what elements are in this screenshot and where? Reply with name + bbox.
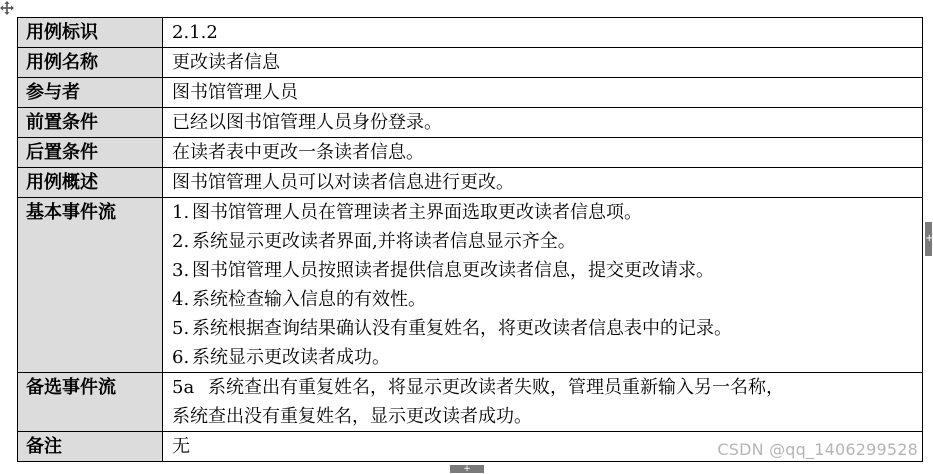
- table-row: [18, 168, 923, 198]
- table-row: [18, 48, 923, 78]
- alt-flow-row: [18, 373, 923, 432]
- basic-flow-label: 基本事件流: [18, 198, 163, 373]
- flow-step: [172, 256, 916, 285]
- table-row: [18, 108, 923, 138]
- row-value: 在读者表中更改一条读者信息。: [163, 138, 923, 168]
- row-label: 后置条件: [18, 138, 163, 168]
- table-row: [18, 78, 923, 108]
- flow-step: [172, 343, 916, 372]
- step-number: 3.: [172, 260, 190, 281]
- step-text: 图书馆管理人员按照读者提供信息更改读者信息，提交更改请求。: [192, 260, 714, 281]
- step-number: 6.: [172, 347, 190, 368]
- row-value: 图书馆管理人员: [163, 78, 923, 108]
- use-case-table: [17, 17, 923, 462]
- step-number: 4.: [172, 289, 190, 310]
- row-value: 更改读者信息: [163, 48, 923, 78]
- flow-step: [172, 227, 916, 256]
- table-move-handle-icon[interactable]: [0, 0, 16, 16]
- remark-value: 无: [163, 432, 923, 462]
- table-row: [18, 18, 923, 48]
- column-resize-handle[interactable]: +: [925, 222, 932, 256]
- basic-flow-row: [18, 198, 923, 373]
- alt-flow-content: [163, 373, 923, 432]
- step-text: 图书馆管理人员在管理读者主界面选取更改读者信息项。: [192, 202, 642, 223]
- flow-step: [172, 314, 916, 343]
- row-label: 前置条件: [18, 108, 163, 138]
- flow-step: [172, 198, 916, 227]
- table-row: [18, 138, 923, 168]
- alt-flow-line: [172, 373, 916, 402]
- flow-step: [172, 285, 916, 314]
- step-text: 系统显示更改读者成功。: [192, 347, 390, 368]
- row-insert-handle[interactable]: +: [450, 465, 484, 473]
- watermark: CSDN @qq_1406299528: [717, 440, 918, 459]
- row-value: 图书馆管理人员可以对读者信息进行更改。: [163, 168, 923, 198]
- step-text: 系统检查输入信息的有效性。: [192, 289, 426, 310]
- row-value: 已经以图书馆管理人员身份登录。: [163, 108, 923, 138]
- step-number: 1.: [172, 202, 190, 223]
- alt-flow-text: 系统查出有重复姓名，将显示更改读者失败，管理员重新输入另一名称，: [208, 377, 784, 398]
- remark-label: 备注: [18, 432, 163, 462]
- alt-flow-code: 5a: [172, 377, 195, 398]
- alt-flow-line: 系统查出没有重复姓名，显示更改读者成功。: [172, 406, 532, 427]
- step-text: 系统根据查询结果确认没有重复姓名，将更改读者信息表中的记录。: [192, 318, 732, 339]
- step-number: 5.: [172, 318, 190, 339]
- row-label: 用例名称: [18, 48, 163, 78]
- row-label: 参与者: [18, 78, 163, 108]
- basic-flow-steps: [163, 198, 923, 373]
- row-label: 用例标识: [18, 18, 163, 48]
- alt-flow-label: 备选事件流: [18, 373, 163, 432]
- row-value: 2.1.2: [163, 18, 923, 48]
- row-label: 用例概述: [18, 168, 163, 198]
- step-number: 2.: [172, 231, 190, 252]
- step-text: 系统显示更改读者界面,并将读者信息显示齐全。: [192, 231, 576, 252]
